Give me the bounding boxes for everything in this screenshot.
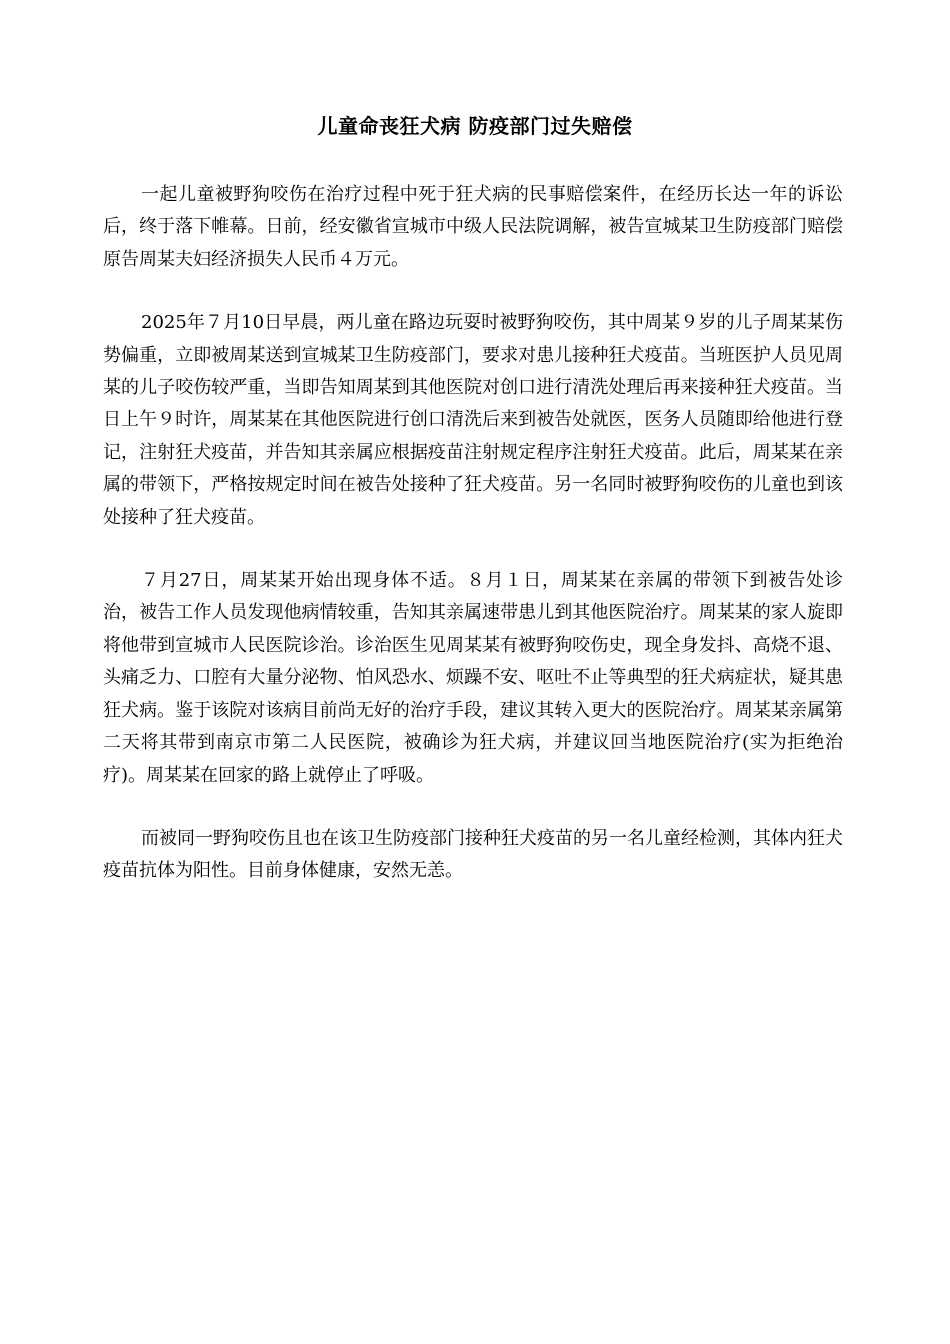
paragraph-3: ７月27日，周某某开始出现身体不适。８月１日，周某某在亲属的带领下到被告处诊治，被告工作人员发现他病情较重，告知其亲属速带患儿到其他医院治疗。周某某的家人旋即将他带到宣城市人民医院诊治。诊治医生见周某某有被野狗咬伤史，现全身发抖、高烧不退、头痛乏力、口腔有大量分泌物、怕风恐水、烦躁不安、呕吐不止等典型的狂犬病症状，疑其患狂犬病。鉴于该院对该病目前尚无好的治疗手段，建议其转入更大的医院治疗。周某某亲属第二天将其带到南京市第二人民医院，被确诊为狂犬病，并建议回当地医院治疗(实为拒绝治疗)。周某某在回家的路上就停止了呼吸。 [103,570,843,786]
document-title: 儿童命丧狂犬病 防疫部门过失赔偿 [317,114,633,138]
paragraph-4: 而被同一野狗咬伤且也在该卫生防疫部门接种狂犬疫苗的另一名儿童经检测，其体内狂犬疫苗抗体为阳性。目前身体健康，安然无恙。 [103,827,843,882]
paragraph-2: 2025年７月10日早晨，两儿童在路边玩耍时被野狗咬伤，其中周某９岁的儿子周某某伤势偏重，立即被周某送到宣城某卫生防疫部门，要求对患儿接种狂犬疫苗。当班医护人员见周某的儿子咬伤较严重，当即告知周某到其他医院对创口进行清洗处理后再来接种狂犬疫苗。当日上午９时许，周某某在其他医院进行创口清洗后来到被告处就医，医务人员随即给他进行登记，注射狂犬疫苗，并告知其亲属应根据疫苗注射规定程序注射狂犬疫苗。此后，周某某在亲属的带领下，严格按规定时间在被告处接种了狂犬疫苗。另一名同时被野狗咬伤的儿童也到该处接种了狂犬疫苗。 [103,312,843,528]
paragraph-1: 一起儿童被野狗咬伤在治疗过程中死于狂犬病的民事赔偿案件，在经历长达一年的诉讼后，终于落下帷幕。日前，经安徽省宣城市中级人民法院调解，被告宣城某卫生防疫部门赔偿原告周某夫妇经济损失人民币４万元。 [103,184,843,270]
document-body [103,179,843,919]
